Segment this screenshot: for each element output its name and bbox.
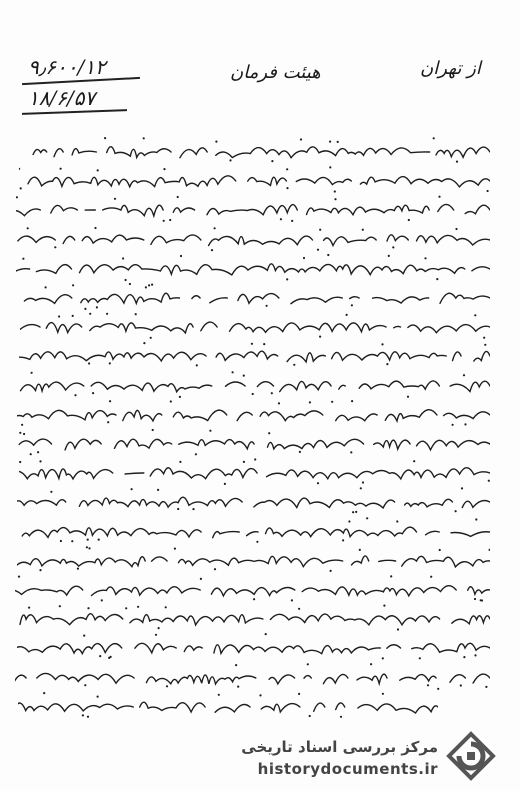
date-underline [22,109,127,115]
watermark-url: historydocuments.ir [257,760,438,778]
document-heading-title: هیئت فرمان [230,62,321,83]
document-date: ۱۸/۶/۵۷ [28,86,96,110]
document-number: ۹٫۶۰۰/۱۲ [28,55,106,79]
document-heading-to: از تهران [420,58,481,79]
history-documents-logo-icon [445,730,497,782]
handwriting-line [18,687,438,721]
watermark-title: مرکز بررسی اسناد تاریخی [241,738,438,756]
